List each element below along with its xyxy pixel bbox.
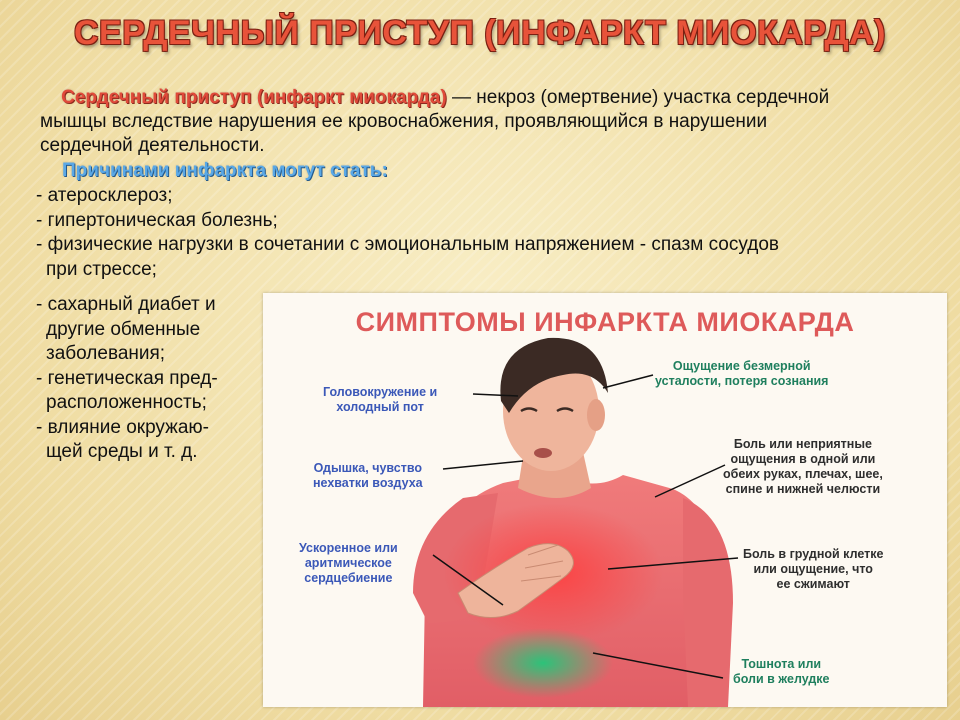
symptoms-infographic bbox=[263, 293, 947, 707]
cause-text-continued: при стрессе; bbox=[46, 258, 157, 280]
cause-item: - гипертоническая болезнь; bbox=[36, 209, 278, 231]
stomach-glow bbox=[473, 628, 613, 698]
causes-list-narrow bbox=[36, 293, 266, 465]
cause-text: - генетическая пред- bbox=[36, 367, 218, 389]
cause-item: - атеросклероз; bbox=[36, 185, 173, 206]
cause-item bbox=[36, 233, 936, 282]
cause-text-continued: другие обменные bbox=[46, 318, 201, 340]
pointer-fatigue bbox=[603, 375, 653, 388]
label-nausea: Тошнота или боли в желудке bbox=[733, 657, 830, 686]
cause-text-continued: расположенность; bbox=[46, 392, 207, 413]
man-illustration bbox=[263, 293, 947, 707]
intro-line-2: мышцы вследствие нарушения ее кровоснабжения, проявляющийся в нарушении bbox=[40, 111, 768, 132]
cause-item bbox=[36, 416, 266, 465]
symptoms-title: СИМПТОМЫ ИНФАРКТА МИОКАРДА bbox=[355, 307, 855, 337]
cause-item bbox=[36, 293, 266, 367]
cause-item bbox=[36, 367, 266, 416]
pointer-arm-pain bbox=[655, 465, 725, 497]
label-dyspnea: Одышка, чувство нехватки воздуха bbox=[313, 461, 423, 490]
ear bbox=[587, 399, 605, 431]
label-fatigue: Ощущение безмерной усталости, потеря сознания bbox=[655, 359, 829, 388]
intro-line-3: сердечной деятельности. bbox=[40, 135, 265, 156]
cause-text-continued: щей среды и т. д. bbox=[46, 441, 198, 462]
pointer-dyspnea bbox=[443, 461, 523, 469]
intro-line-1-rest: — некроз (омертвение) участка сердечной bbox=[446, 87, 830, 108]
causes-heading: Причинами инфаркта могут стать: bbox=[62, 160, 388, 181]
slide-title: СЕРДЕЧНЫЙ ПРИСТУП (ИНФАРКТ МИОКАРДА) bbox=[73, 14, 887, 52]
intro-term: Сердечный приступ (инфаркт миокарда) bbox=[61, 87, 447, 108]
label-chest-pain: Боль в грудной клетке или ощущение, что ее сжимают bbox=[743, 547, 884, 591]
mouth bbox=[534, 448, 552, 458]
cause-text: - сахарный диабет и bbox=[36, 294, 216, 315]
intro-paragraph bbox=[40, 86, 940, 158]
cause-text: - влияние окружаю- bbox=[36, 416, 210, 438]
label-dizziness: Головокружение и холодный пот bbox=[323, 385, 438, 414]
causes-list bbox=[36, 184, 936, 282]
cause-text-continued: заболевания; bbox=[46, 343, 166, 364]
label-heartbeat: Ускоренное или аритмическое сердцебиение bbox=[299, 541, 398, 585]
intro-line-1 bbox=[40, 86, 940, 110]
cause-text: - физические нагрузки в сочетании с эмоциональным напряжением - спазм сосудов bbox=[36, 234, 779, 255]
label-arm-pain: Боль или неприятные ощущения в одной или обеих руках, плечах, шее, спине и нижней челюсти bbox=[723, 437, 883, 496]
